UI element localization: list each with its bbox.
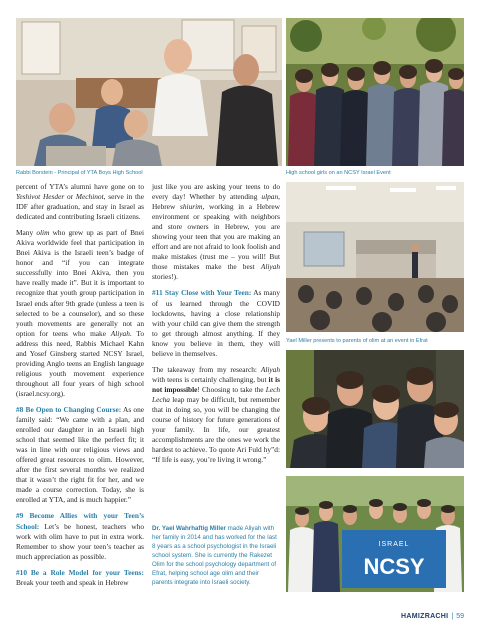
photo-girls-caption: High school girls on an NCSY Israel Event (286, 170, 391, 176)
text-column-1 (16, 182, 144, 594)
author-name: Dr. Yael Wahrhaftig Miller (152, 525, 226, 532)
footer-separator: | (451, 613, 454, 620)
text-column-2 (152, 182, 280, 471)
photo-efrat-caption: Yael Miller presents to parents of olim at an event in Efrat (286, 338, 428, 344)
photo-boys-caption: Rabbi Borstein - Principal of YTA Boys High School (16, 170, 143, 176)
tip-11-heading: #11 Stay Close with Your Teen: (152, 288, 252, 298)
photo-girls-group-image (286, 350, 464, 468)
magazine-brand: HAMIZRACHI (401, 613, 449, 620)
tip-8-heading: #8 Be Open to Changing Course: (16, 404, 122, 414)
paragraph-alumni: percent of YTA’s alumni have gone on to Yeshivot Hesder or Mechinot, serve in the IDF after graduation, and stay in Israel as dedicated and contributing Israeli citizens. (16, 182, 144, 222)
page-footer (401, 613, 464, 620)
ncsy-banner-logo: NCSY (363, 554, 425, 579)
photo-boys-classroom-image (16, 18, 282, 166)
photo-boys-classroom (16, 18, 282, 166)
page-number: 59 (456, 613, 464, 620)
paragraph-takeaway: The takeaway from my research: Aliyah with teens is certainly challenging, but it is not impossible! Choosing to take the Lech Lecha leap may be difficult, but remember that in doing so, you will be changing the course of history for future generations of your family. In life, our greatest accomplishments are the ones we work the hardest to achieve. To quote Ari Fuld hy”d: “If life is easy, you’re living it wrong.” (152, 364, 281, 465)
tip-8: #8 Be Open to Changing Course: As one family said: “We came with a plan, and enrolled our daughter in an Israeli high school that seemed like the perfect fit; it was in line with our religious views and offered great resources to olim. However, after the first several months we realized that it wasn’t the right fit for her, and we made a course correction. Today, she is enrolled at YTA, and is much happier.” (16, 404, 145, 505)
photo-efrat-event-image (286, 182, 464, 332)
author-bio (152, 524, 280, 587)
tip-11: #11 Stay Close with Your Teen: As many of us learned through the COVID lockdowns, having a close relationship with your child can give them the strength to get through almost anything. If they know you believe in them, they will believe in themselves. (152, 288, 280, 358)
photo-girls-event-image (286, 18, 464, 166)
ncsy-banner-subtitle: ISRAEL (378, 541, 410, 548)
photo-ncsy-group-image (286, 476, 464, 592)
author-bio-text: made Aliyah with her family in 2014 and has worked for the last 8 years as a school psychologist in the Israeli school system. She is currently the Rakezet Olim for the school psychology department of Efrat, helping school age olim and their parents integrate into Israeli society. (152, 525, 277, 587)
photo-girls-event (286, 18, 464, 166)
tip-10-heading: #10 Be a Role Model for your Teens: (16, 567, 144, 577)
tip-9-heading: #9 Become Allies with your Teen’s School: (16, 511, 144, 531)
tip-9: #9 Become Allies with your Teen’s School: Let’s be honest, teachers who work with olim have to put in extra work. Remember to show your teen’s teacher as much appreciation as possible. (16, 511, 144, 561)
photo-efrat-event (286, 182, 464, 332)
paragraph-bnei-akiva: Many olim who grew up as part of Bnei Akiva worldwide feel that participation in Bnei Akiva is the Israeli teen’s badge of honor and “if you can integrate successfully into Bnei Akiva, then you have really made it”. But it is important to recognize that youth group participation in Israel ends after 9th grade (unless a teen is selected to be a counselor), and so these youth movements are generally not an option for teens who make Aliyah. To address this need, Rabbis Michael Kahn and Yosef Ginsberg started NCSY Israel, providing Anglo teens an English language religious youth movement experience throughout all four years of high school (israel.ncsy.org). (16, 228, 145, 398)
photo-girls-group (286, 350, 464, 468)
tip-10: #10 Be a Role Model for your Teens: Break your teeth and speak in Hebrew (16, 567, 144, 587)
photo-ncsy-group (286, 476, 464, 592)
paragraph-hebrew: just like you are asking your teens to do every day! Whether by attending ulpan, Hebrew shiurim, working in a Hebrew environment or speaking with neighbors and store owners in Hebrew, you are showing your teen that you are making an effort and are not afraid to look foolish and make mistakes (trust me – you will! But those mistakes make the best Aliyah stories!). (152, 182, 280, 282)
